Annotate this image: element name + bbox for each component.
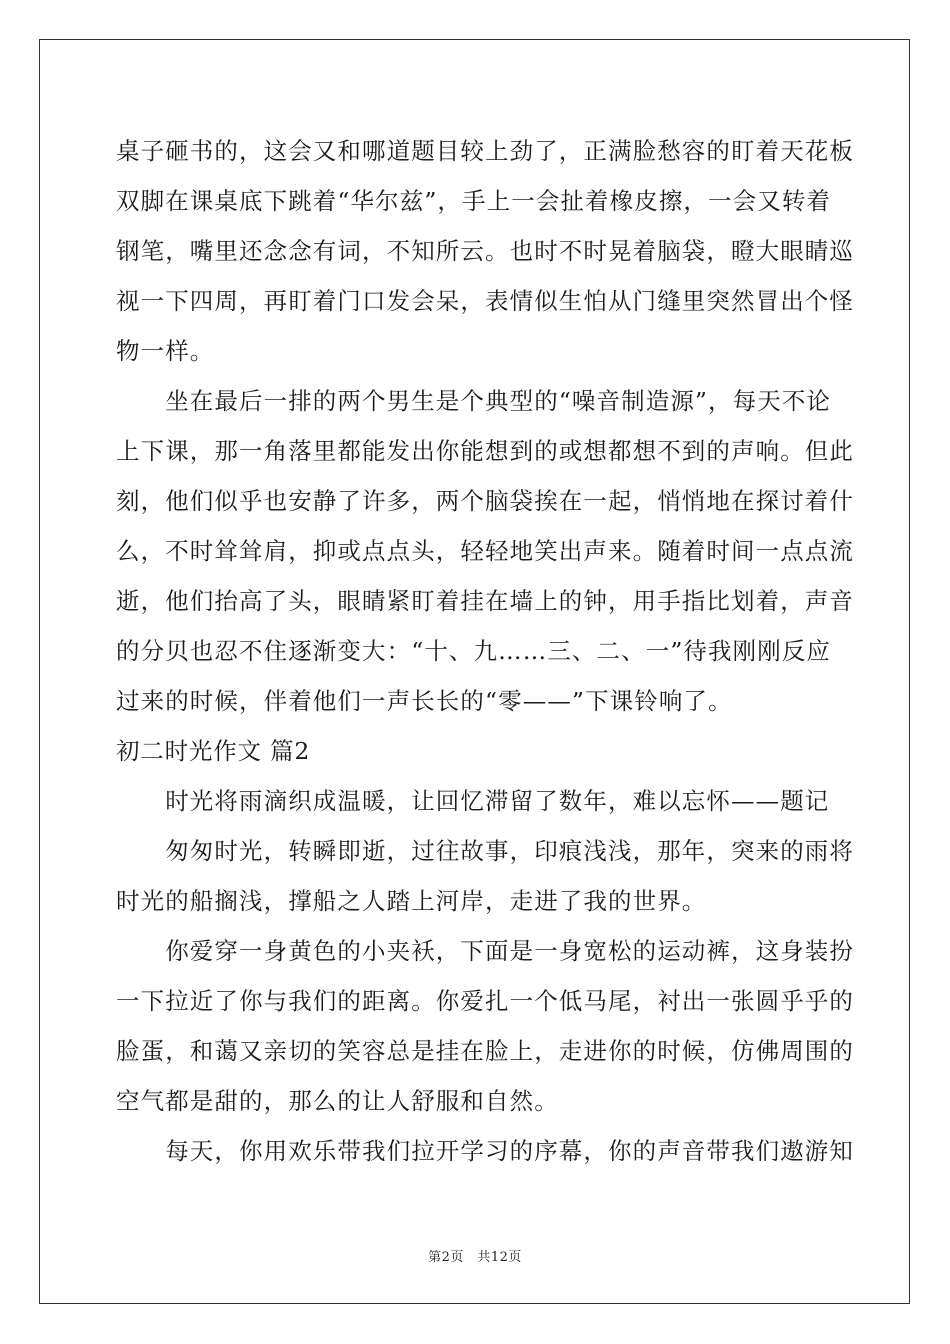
document-body (116, 126, 854, 1176)
text-line: 钢笔，嘴里还念念有词，不知所云。也时不时晃着脑袋，瞪大眼睛巡 (116, 237, 854, 265)
text-line: 刻，他们似乎也安静了许多，两个脑袋挨在一起，悄悄地在探讨着什 (116, 487, 854, 515)
text-line: 时光将雨滴织成温暖，让回忆滞留了数年，难以忘怀——题记 (116, 787, 830, 815)
text-line: 匆匆时光，转瞬即逝，过往故事，印痕浅浅，那年，突来的雨将 (116, 837, 854, 865)
text-line: 逝，他们抬高了头，眼睛紧盯着挂在墙上的钟，用手指比划着，声音 (116, 587, 854, 615)
section-heading: 初二时光作文 篇2 (116, 737, 311, 765)
text-line: 空气都是甜的，那么的让人舒服和自然。 (116, 1087, 559, 1115)
text-line: 桌子砸书的，这会又和哪道题目较上劲了，正满脸愁容的盯着天花板 (116, 137, 854, 165)
text-line: 上下课，那一角落里都能发出你能想到的或想都想不到的声响。但此 (116, 437, 854, 465)
text-line: 你爱穿一身黄色的小夹袄，下面是一身宽松的运动裤，这身装扮 (116, 937, 854, 965)
text-line: 每天，你用欢乐带我们拉开学习的序幕，你的声音带我们遨游知 (116, 1137, 854, 1165)
text-line: 么，不时耸耸肩，抑或点点头，轻轻地笑出声来。随着时间一点点流 (116, 537, 854, 565)
text-line: 的分贝也忍不住逐渐变大：“十、九……三、二、一”待我刚刚反应 (116, 637, 832, 665)
text-line: 视一下四周，再盯着门口发会呆，表情似生怕从门缝里突然冒出个怪 (116, 287, 854, 315)
text-line: 一下拉近了你与我们的距离。你爱扎一个低马尾，衬出一张圆乎乎的 (116, 987, 854, 1015)
text-line: 过来的时候，伴着他们一声长长的“零——”下课铃响了。 (116, 687, 733, 715)
text-line: 物一样。 (116, 337, 215, 365)
text-line: 双脚在课桌底下跳着“华尔兹”，手上一会扯着橡皮擦，一会又转着 (116, 187, 832, 215)
text-line: 时光的船搁浅，撑船之人踏上河岸，走进了我的世界。 (116, 887, 707, 915)
text-line: 脸蛋，和蔼又亲切的笑容总是挂在脸上，走进你的时候，仿佛周围的 (116, 1037, 854, 1065)
text-line: 坐在最后一排的两个男生是个典型的“噪音制造源”，每天不论 (116, 387, 832, 415)
page-number-footer: 第2页 共12页 (428, 1250, 522, 1265)
